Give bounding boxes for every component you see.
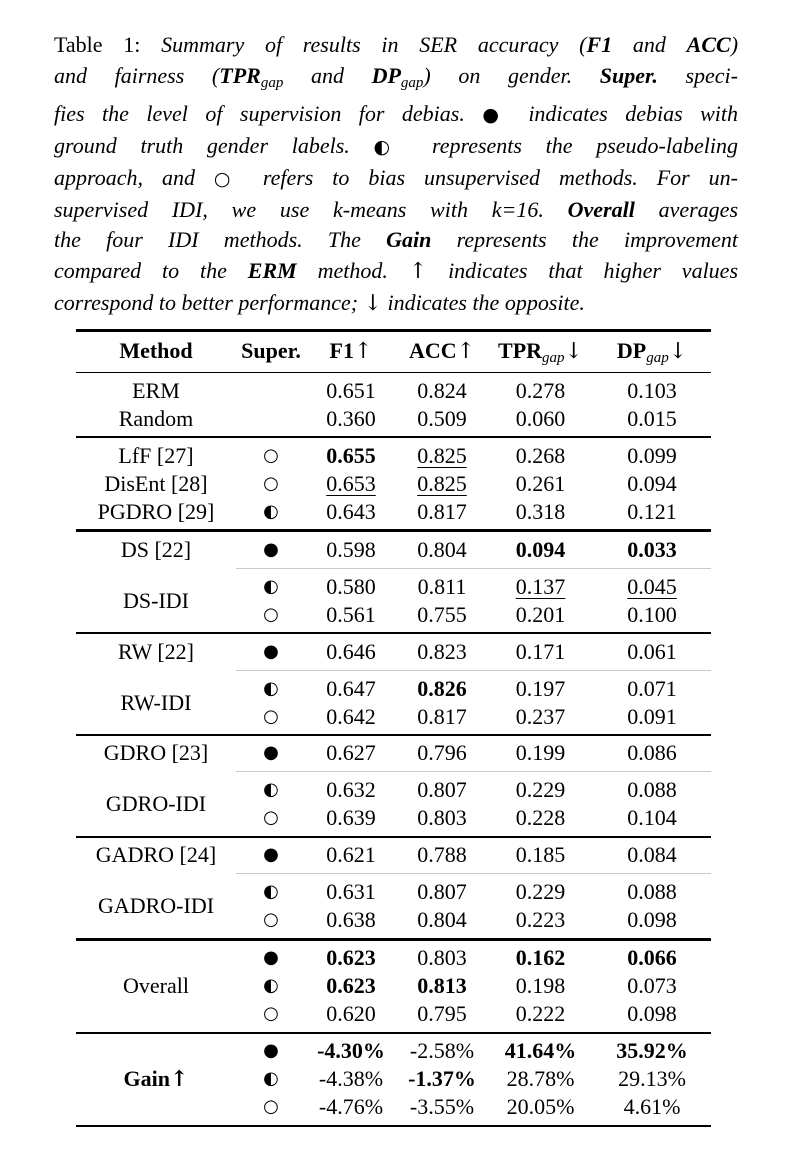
value-cell: 0.803 [417, 945, 467, 971]
value-cell: -3.55% [409, 1094, 475, 1120]
value-cell: 0.796 [417, 740, 467, 766]
caption-line [54, 131, 738, 163]
value-cell: 0.045 [627, 573, 677, 599]
value-cell: 0.631 [326, 879, 376, 905]
supervision-empty-icon: ○ [263, 1096, 279, 1118]
column-header-dp-gap [593, 333, 711, 368]
method-label-text: GDRO-IDI [105, 791, 207, 817]
value-cell: 0.623 [326, 945, 376, 971]
method-label [76, 675, 236, 731]
filled-circle-icon: ● [482, 103, 511, 126]
method-label [76, 1037, 236, 1121]
caption-text: ACC [686, 32, 731, 57]
up-arrow-icon: ↑ [170, 1066, 189, 1093]
value-cell: 0.222 [515, 1001, 566, 1027]
caption-text: compared to the [54, 258, 248, 284]
caption-text: refers to bias unsupervised methods. For un- [243, 164, 738, 190]
value-cell: 0.823 [417, 638, 467, 664]
value-cell: 0.509 [417, 405, 467, 431]
value-cell: 0.185 [515, 842, 566, 868]
value-cell: 0.121 [627, 498, 677, 524]
value-cell: 0.094 [515, 536, 566, 562]
value-cell: 0.825 [417, 442, 467, 468]
supervision-filled-icon: ● [263, 538, 279, 560]
table-rule-bottom [76, 1125, 711, 1128]
column-header-label: Super. [241, 338, 301, 363]
value-cell: 0.795 [417, 1001, 467, 1027]
supervision-empty-icon: ○ [263, 1003, 279, 1025]
value-cell: 0.171 [515, 638, 566, 664]
caption-text: and [283, 62, 372, 88]
column-header-label: DP [616, 338, 647, 363]
down-arrow-icon: ↓ [668, 339, 688, 364]
table-partial-rule [236, 568, 711, 569]
value-cell: 0.268 [515, 442, 566, 468]
caption-line [54, 30, 738, 61]
supervision-empty-icon: ○ [263, 705, 279, 727]
value-cell: 4.61% [623, 1094, 681, 1120]
value-cell: 0.088 [627, 777, 677, 803]
caption-line [54, 163, 738, 195]
supervision-empty-icon: ○ [263, 444, 279, 466]
value-cell: 0.318 [515, 498, 566, 524]
value-cell: 0.162 [515, 945, 566, 971]
value-cell: 0.137 [515, 573, 566, 599]
method-label-text: GADRO-IDI [97, 893, 215, 919]
caption-text: represents the pseudo-labeling [408, 132, 738, 158]
value-cell: -1.37% [408, 1066, 476, 1092]
value-cell: 0.807 [417, 777, 467, 803]
method-label [76, 638, 236, 666]
table-partial-rule [236, 873, 711, 874]
value-cell: 0.198 [515, 973, 566, 999]
value-cell: 0.653 [326, 470, 376, 496]
column-header-label: TPR [498, 338, 543, 363]
table-rule-normal [76, 1032, 711, 1034]
method-label-text: GADRO [24] [95, 842, 217, 868]
value-cell: 0.804 [417, 907, 467, 933]
value-cell: 0.197 [515, 675, 566, 701]
caption-line [54, 288, 738, 320]
caption-text: gap [260, 74, 284, 91]
caption-text: represents the improvement [431, 227, 739, 253]
value-cell: -4.38% [318, 1066, 384, 1092]
value-cell: 0.811 [417, 573, 467, 599]
value-cell: 0.091 [627, 703, 677, 729]
value-cell: 0.099 [627, 442, 677, 468]
up-arrow-icon: ↑ [354, 339, 373, 364]
value-cell: 0.788 [417, 842, 467, 868]
down-arrow-icon: ↓ [564, 339, 583, 364]
caption-text: the four IDI methods. The [54, 227, 387, 253]
column-header-acc [396, 333, 488, 368]
caption-text: Table 1: [54, 32, 162, 57]
value-cell: 0.071 [627, 675, 677, 701]
up-arrow-icon: ↑ [408, 259, 428, 285]
caption-text: method. [296, 258, 409, 284]
caption-text: Summary of results in SER accuracy ( [161, 32, 587, 57]
method-label [76, 405, 236, 433]
caption-text: fies the level of supervision for debias. [54, 100, 483, 126]
caption-line [54, 99, 738, 131]
value-cell: 0.073 [627, 973, 677, 999]
method-label [76, 498, 236, 526]
method-label [76, 841, 236, 869]
value-cell: 0.098 [627, 1001, 677, 1027]
caption-text: supervised IDI, we use k-means with k=16. [54, 196, 568, 222]
method-label [76, 573, 236, 629]
half-circle-icon: ◐ [373, 135, 409, 158]
value-cell: 0.229 [515, 777, 566, 803]
table-rule-normal [76, 836, 711, 838]
method-label-text: Gain [123, 1066, 171, 1092]
caption-text: ERM [247, 258, 297, 284]
value-cell: 35.92% [616, 1038, 688, 1064]
value-cell: 0.228 [515, 805, 566, 831]
table-rule-normal [76, 734, 711, 736]
caption-text: and fairness ( [54, 62, 220, 88]
value-cell: 0.639 [326, 805, 376, 831]
value-cell: 0.620 [326, 1001, 376, 1027]
method-label [76, 944, 236, 1028]
value-cell: 0.360 [326, 405, 376, 431]
table-partial-rule [236, 771, 711, 772]
value-cell: 0.655 [326, 442, 376, 468]
value-cell: 0.647 [326, 675, 376, 701]
column-header-subscript: gap [646, 350, 669, 366]
value-cell: 0.086 [627, 740, 677, 766]
column-header-label: ACC [408, 338, 457, 363]
caption-text: DP [371, 62, 401, 88]
value-cell: 0.100 [627, 601, 677, 627]
method-label [76, 739, 236, 767]
caption-text: ) on gender. [423, 62, 600, 88]
value-cell: 0.066 [627, 945, 677, 971]
value-cell: 0.237 [515, 703, 566, 729]
value-cell: 0.804 [417, 536, 467, 562]
caption-text: F1 [586, 32, 613, 57]
value-cell: 0.643 [326, 498, 376, 524]
value-cell: -4.30% [317, 1038, 385, 1064]
value-cell: 41.64% [504, 1038, 577, 1064]
value-cell: 0.826 [417, 675, 467, 701]
caption-text: indicates that higher values [427, 258, 739, 284]
caption-text: ) [730, 32, 739, 57]
value-cell: 0.638 [326, 907, 376, 933]
supervision-half-icon: ◐ [263, 881, 279, 903]
method-label-text: ERM [132, 377, 180, 403]
caption-text: approach, and [54, 164, 214, 190]
supervision-half-icon: ◐ [263, 975, 279, 997]
caption-text: gap [400, 74, 424, 91]
caption-text: indicates debias with [510, 100, 738, 126]
value-cell: -2.58% [409, 1038, 475, 1064]
value-cell: 0.104 [627, 805, 677, 831]
method-label-text: RW [22] [118, 638, 194, 664]
down-arrow-icon: ↓ [363, 291, 383, 317]
supervision-half-icon: ◐ [263, 500, 279, 522]
supervision-half-icon: ◐ [263, 575, 279, 597]
value-cell: 0.813 [417, 973, 467, 999]
caption-text: and [612, 32, 687, 57]
caption-text: averages [634, 196, 738, 222]
table-caption [54, 30, 738, 320]
supervision-none [236, 377, 306, 405]
caption-text: Overall [567, 196, 635, 222]
caption-text: Gain [386, 227, 432, 253]
method-label-text: Random [118, 405, 194, 431]
supervision-empty-icon: ○ [263, 909, 279, 931]
value-cell: 0.598 [326, 536, 376, 562]
caption-text: speci- [657, 62, 738, 88]
caption-text: Super. [599, 62, 658, 88]
value-cell: 0.621 [326, 842, 376, 868]
method-label-text: DisEnt [28] [104, 470, 208, 496]
value-cell: 0.561 [326, 601, 376, 627]
column-header-subscript: gap [542, 350, 565, 366]
value-cell: 0.623 [326, 973, 376, 999]
supervision-filled-icon: ● [263, 742, 279, 764]
column-header-label: Method [119, 338, 193, 363]
value-cell: 0.825 [417, 470, 467, 496]
value-cell: 0.651 [326, 377, 376, 403]
value-cell: 20.05% [506, 1094, 575, 1120]
method-label-text: GDRO [23] [103, 740, 209, 766]
supervision-empty-icon: ○ [263, 603, 279, 625]
empty-circle-icon: ○ [213, 167, 244, 190]
caption-text: indicates the opposite. [382, 290, 585, 316]
value-cell: 0.580 [326, 573, 376, 599]
table-rule-heavy [76, 938, 711, 941]
value-cell: 0.088 [627, 879, 677, 905]
value-cell: 0.824 [417, 377, 467, 403]
caption-text: ground truth gender labels. [54, 132, 374, 158]
caption-text: correspond to better performance; [54, 290, 364, 316]
value-cell: 0.061 [627, 638, 677, 664]
method-label [76, 442, 236, 470]
supervision-half-icon: ◐ [263, 1068, 279, 1090]
column-header-f1 [306, 333, 396, 368]
value-cell: 0.807 [417, 879, 467, 905]
value-cell: 0.103 [627, 377, 677, 403]
value-cell: 0.015 [627, 405, 677, 431]
value-cell: 0.755 [417, 601, 467, 627]
supervision-filled-icon: ● [263, 947, 279, 969]
value-cell: 0.098 [627, 907, 677, 933]
table-rule-normal [76, 632, 711, 634]
value-cell: 0.084 [627, 842, 677, 868]
value-cell: 0.627 [326, 740, 376, 766]
method-label [76, 878, 236, 934]
table-rule-normal [76, 436, 711, 438]
table-rule-header [76, 372, 711, 374]
value-cell: 28.78% [506, 1066, 575, 1092]
caption-line [54, 256, 738, 288]
supervision-none [236, 405, 306, 433]
caption-line [54, 225, 738, 256]
method-label-text: PGDRO [29] [97, 498, 215, 524]
up-arrow-icon: ↑ [456, 339, 476, 364]
method-label-text: LfF [27] [118, 442, 194, 468]
supervision-empty-icon: ○ [263, 807, 279, 829]
supervision-half-icon: ◐ [263, 677, 279, 699]
value-cell: 0.278 [515, 377, 566, 403]
value-cell: 0.094 [627, 470, 677, 496]
method-label-text: DS-IDI [123, 587, 189, 613]
value-cell: 0.817 [417, 498, 467, 524]
value-cell: 0.642 [326, 703, 376, 729]
column-header-tpr-gap [488, 333, 593, 368]
method-label [76, 776, 236, 832]
column-header-method [76, 333, 236, 368]
supervision-filled-icon: ● [263, 844, 279, 866]
value-cell: 0.223 [515, 907, 566, 933]
column-header-super [236, 333, 306, 368]
supervision-filled-icon: ● [263, 640, 279, 662]
value-cell: 0.646 [326, 638, 376, 664]
supervision-half-icon: ◐ [263, 779, 279, 801]
value-cell: 0.817 [417, 703, 467, 729]
table-rule-top [76, 329, 711, 332]
supervision-filled-icon: ● [263, 1040, 279, 1062]
results-table [76, 329, 711, 1127]
caption-text: TPR [219, 62, 261, 88]
value-cell: 0.261 [515, 470, 566, 496]
method-label [76, 536, 236, 564]
table-partial-rule [236, 670, 711, 671]
value-cell: 0.201 [515, 601, 566, 627]
value-cell: 0.803 [417, 805, 467, 831]
supervision-empty-icon: ○ [263, 472, 279, 494]
value-cell: 0.632 [326, 777, 376, 803]
value-cell: 0.060 [515, 405, 566, 431]
method-label [76, 377, 236, 405]
column-header-label: F1 [329, 338, 354, 363]
value-cell: -4.76% [318, 1094, 384, 1120]
value-cell: 0.229 [515, 879, 566, 905]
value-cell: 0.033 [627, 536, 677, 562]
caption-line [54, 195, 738, 226]
table-rule-heavy [76, 529, 711, 532]
value-cell: 0.199 [515, 740, 566, 766]
method-label [76, 470, 236, 498]
caption-line [54, 61, 738, 99]
method-label-text: DS [22] [120, 536, 192, 562]
method-label-text: RW-IDI [120, 689, 192, 715]
value-cell: 29.13% [618, 1066, 686, 1092]
method-label-text: Overall [123, 973, 189, 999]
